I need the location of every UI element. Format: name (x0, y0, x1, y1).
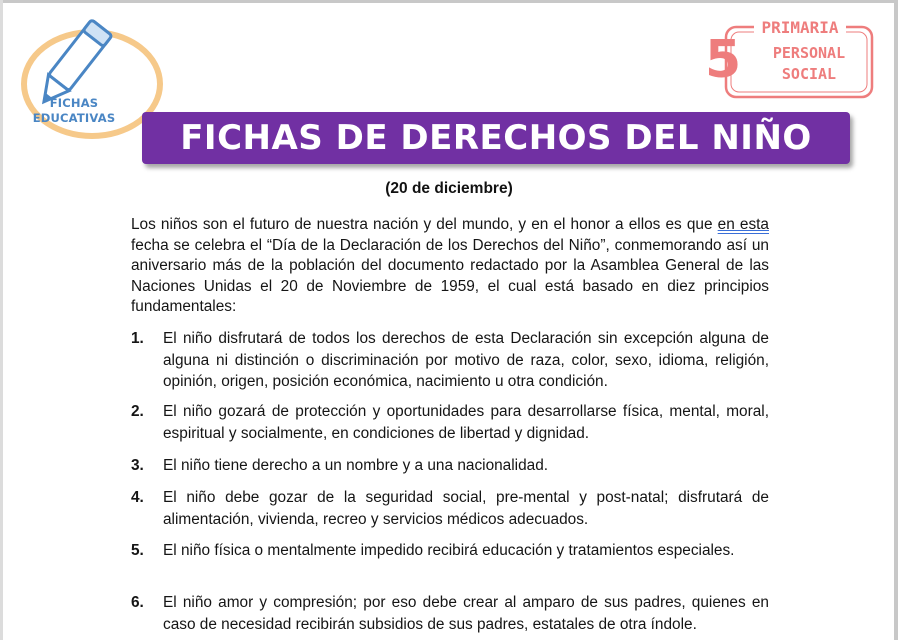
list-item-text: El niño física o mentalmente impedido recibirá educación y tratamientos especiales. (163, 542, 735, 559)
list-item-text: El niño tiene derecho a un nombre y a una nacionalidad. (163, 457, 549, 474)
page-border-top (0, 0, 898, 3)
page-border-right (894, 0, 898, 640)
badge-subject-line1: PERSONAL (772, 44, 846, 62)
list-item (131, 592, 769, 635)
logo-text-line2: EDUCATIVAS (32, 111, 116, 125)
title-banner (142, 112, 850, 164)
list-item (131, 487, 769, 530)
logo-text-line1: FICHAS (49, 96, 99, 110)
list-item-number: 3. (131, 457, 144, 474)
intro-text-part2: fecha se celebra el “Día de la Declaración de los Derechos del Niño”, conmemorando así un aniversario más de la población del documento redactado por la Asamblea General de las Naciones Unidas el 20 de Noviembre de 1959, el cual está basado en diez principios fundamentales: (131, 236, 769, 316)
list-item (131, 328, 769, 393)
grade-subject-badge (700, 18, 878, 102)
page-border-left (0, 0, 3, 640)
list-item (131, 455, 769, 477)
list-item-number: 6. (131, 594, 144, 611)
list-item-text: El niño debe gozar de la seguridad social, pre-mental y post-natal; disfrutará de alimentación, vivienda, recreo y servicios médicos adecuados. (163, 489, 769, 528)
intro-text-flagged: en esta (717, 216, 769, 233)
intro-paragraph (131, 215, 769, 318)
badge-subject-line2: SOCIAL (781, 65, 837, 83)
list-item-text: El niño disfrutará de todos los derechos de esta Declaración sin excepción alguna de alguna ni distinción o discriminación por motivo de raza, color, sexo, idioma, religión, opinión, origen, posición económica, nacimiento u otra condición. (163, 330, 769, 390)
intro-text-part1: Los niños son el futuro de nuestra nación y del mundo, y en el honor a ellos es que (131, 216, 718, 233)
badge-level: PRIMARIA (761, 18, 839, 37)
badge-grade-number: 5 (705, 30, 742, 90)
list-item-text: El niño amor y compresión; por eso debe crear al amparo de sus padres, quienes en caso de necesidad recibirán subsidios de sus padres, estatales de otra índole. (163, 594, 769, 633)
list-item-number: 1. (131, 330, 144, 347)
page-title: FICHAS DE DERECHOS DEL NIÑO (180, 118, 812, 158)
list-item-number: 5. (131, 542, 144, 559)
list-item (131, 401, 769, 444)
list-item-number: 4. (131, 489, 144, 506)
date-subtitle: (20 de diciembre) (385, 180, 513, 197)
list-item-number: 2. (131, 403, 144, 420)
list-item-text: El niño gozará de protección y oportunidades para desarrollarse física, mental, moral, espiritual y socialmente, en condiciones de libertad y dignidad. (163, 403, 769, 442)
list-item (131, 540, 769, 562)
